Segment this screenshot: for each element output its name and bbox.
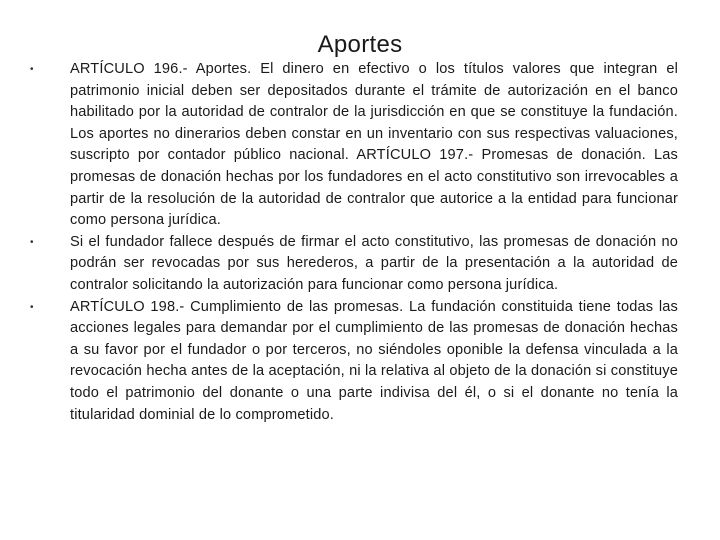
slide-title: Aportes — [317, 31, 403, 58]
bullet-item-2: • Si el fundador fallece después de firmar el acto constitutivo, las promesas de donación no podrán ser revocadas por sus herederos, a partir de la presentación a la autoridad de contralor solicitando la autorización para funcionar como persona jurídica. — [28, 232, 678, 297]
bullet-list — [28, 59, 678, 426]
bullet-item-1: • ARTÍCULO 196.- Aportes. El dinero en efectivo o los títulos valores que integran el patrimonio inicial deben ser depositados durante el trámite de autorización en el banco habilitado por la autoridad de contralor de la jurisdicción en que se constituye la fundación. Los aportes no dinerarios deben constar en un inventario con sus respectivas valuaciones, suscripto por contador público nacional. ARTÍCULO 197.- Promesas de donación. Las promesas de donación hechas por los fundadores en el acto constitutivo son irrevocables a partir de la resolución de la autoridad de contralor que autorice a la entidad para funcionar como persona jurídica. — [28, 59, 678, 232]
bullet-item-3: • ARTÍCULO 198.- Cumplimiento de las promesas. La fundación constituida tiene todas las acciones legales para demandar por el cumplimiento de las promesas de donación hechas a su favor por el fundador o por terceros, no siéndoles oponible la defensa vinculada a la revocación hecha antes de la aceptación, ni la relativa al objeto de la donación si constituye todo el patrimonio del donante o una parte indivisa del él, o si el donante no tenía la titularidad dominial de lo comprometido. — [28, 297, 678, 427]
